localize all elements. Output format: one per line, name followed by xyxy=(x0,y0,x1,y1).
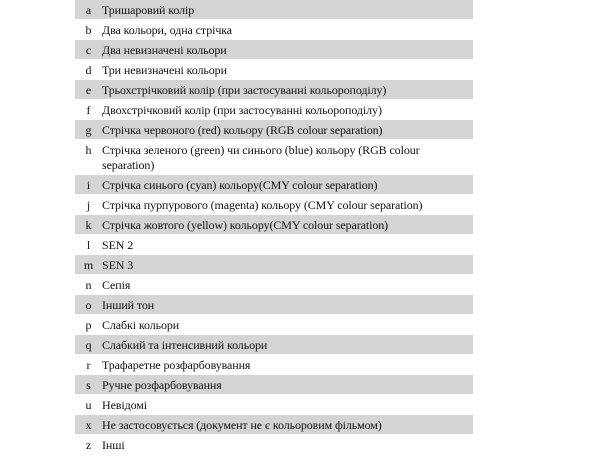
row-code: o xyxy=(85,298,92,312)
row-description: Інші xyxy=(102,438,125,452)
row-code: n xyxy=(85,278,92,292)
table-row xyxy=(75,435,473,455)
table-row xyxy=(75,295,473,315)
table-row xyxy=(75,415,473,435)
table-row xyxy=(75,195,473,215)
row-description: Тришаровий колір xyxy=(102,3,195,17)
row-code: s xyxy=(86,378,91,392)
row-description: Невідомі xyxy=(102,398,147,412)
table-row xyxy=(75,40,473,60)
table-row xyxy=(75,120,473,140)
row-code: i xyxy=(86,178,91,192)
row-description: SEN 3 xyxy=(102,258,134,272)
row-code: a xyxy=(85,3,92,17)
table-row xyxy=(75,100,473,120)
row-code: u xyxy=(85,398,92,412)
table-row xyxy=(75,215,473,235)
row-description: Двохстрічковий колір (при застосуванні кольороподілу) xyxy=(102,103,382,117)
row-code: g xyxy=(85,123,92,137)
row-code: l xyxy=(86,238,91,252)
row-code: x xyxy=(85,418,92,432)
row-description: Слабкі кольори xyxy=(102,318,180,332)
row-code: k xyxy=(85,218,92,232)
row-code: z xyxy=(85,438,92,452)
row-description: Слабкий та інтенсивний кольори xyxy=(102,338,268,352)
row-description: Сепія xyxy=(102,278,131,292)
row-code: e xyxy=(85,83,92,97)
row-code: b xyxy=(85,23,92,37)
table-row xyxy=(75,375,473,395)
table-row xyxy=(75,80,473,100)
row-description: Стрічка синього (cyan) кольору(CMY colour separation) xyxy=(102,178,378,192)
table-row xyxy=(75,140,473,175)
row-description: Інший тон xyxy=(102,298,155,312)
row-description: Стрічка зеленого (green) чи синього (blue) кольору (RGB colour separation) xyxy=(102,143,420,172)
row-description: Ручне розфарбовування xyxy=(102,378,222,392)
table-row xyxy=(75,0,473,20)
table-row xyxy=(75,60,473,80)
colour-codes-table xyxy=(75,0,473,455)
row-code: m xyxy=(83,258,94,272)
row-description: Не застосовується (документ не є кольоровим фільмом) xyxy=(102,418,382,432)
table-row xyxy=(75,395,473,415)
row-code: q xyxy=(85,338,92,352)
table-row xyxy=(75,335,473,355)
row-code: f xyxy=(86,103,91,117)
table-row xyxy=(75,235,473,255)
row-description: Два невизначені кольори xyxy=(102,43,227,57)
row-description: Три невизначені кольори xyxy=(102,63,227,77)
row-code: j xyxy=(86,198,91,212)
table-row xyxy=(75,255,473,275)
row-code: p xyxy=(85,318,92,332)
row-description: Стрічка жовтого (yellow) кольору(CMY colour separation) xyxy=(102,218,389,232)
row-description: Стрічка пурпурового (magenta) кольору (CMY colour separation) xyxy=(102,198,423,212)
row-code: c xyxy=(85,43,92,57)
row-description: Трьохстрічковий колір (при застосуванні кольороподілу) xyxy=(102,83,387,97)
row-code: r xyxy=(86,358,91,372)
table-row xyxy=(75,275,473,295)
table-row xyxy=(75,175,473,195)
row-description: Стрічка червоного (red) кольору (RGB colour separation) xyxy=(102,123,383,137)
row-description: SEN 2 xyxy=(102,238,134,252)
row-description: Два кольори, одна стрічка xyxy=(102,23,233,37)
table-row xyxy=(75,315,473,335)
row-description: Трафаретне розфарбовування xyxy=(102,358,251,372)
row-code: h xyxy=(85,143,92,157)
table-row xyxy=(75,355,473,375)
row-code: d xyxy=(85,63,92,77)
table-row xyxy=(75,20,473,40)
